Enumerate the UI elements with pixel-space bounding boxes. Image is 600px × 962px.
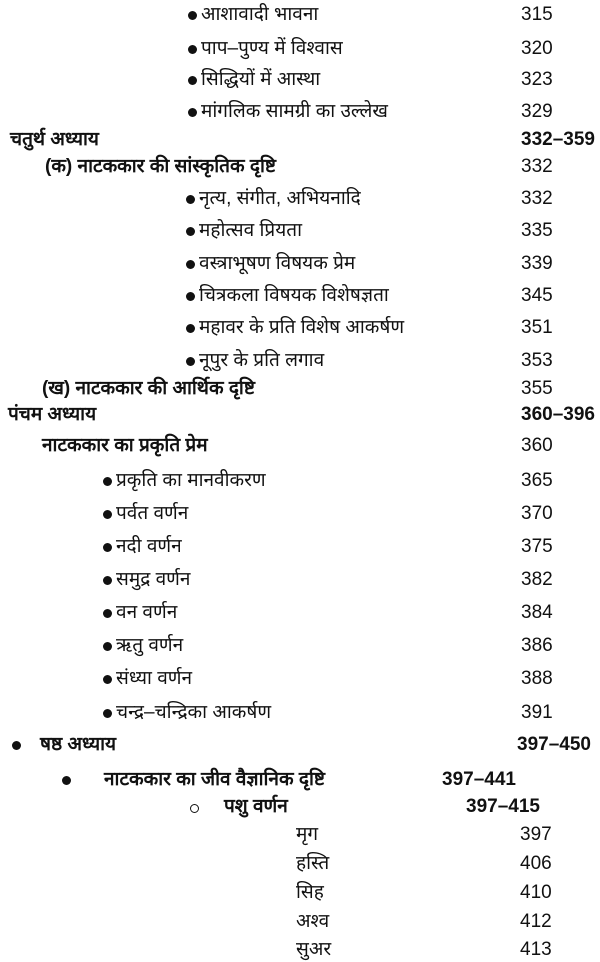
toc-entry-page: 345 <box>521 285 553 306</box>
bullet-icon <box>103 675 112 684</box>
bullet-icon <box>188 76 197 85</box>
toc-entry-title: ऋतु वर्णन <box>116 635 184 656</box>
section-page-range: 397–441 <box>442 769 516 790</box>
bullet-icon <box>186 292 195 301</box>
section-heading: (क) नाटककार की सांस्कृतिक दृष्टि <box>45 156 276 177</box>
bullet-icon <box>188 11 197 20</box>
toc-entry-page: 410 <box>520 882 552 903</box>
bullet-icon <box>103 477 112 486</box>
toc-entry-title: वन वर्णन <box>116 602 178 623</box>
toc-entry-page: 391 <box>521 702 553 723</box>
section-heading: (ख) नाटककार की आर्थिक दृष्टि <box>42 378 255 399</box>
bullet-icon <box>103 609 112 618</box>
circle-bullet-icon <box>190 804 199 813</box>
toc-entry-title: अश्व <box>296 911 330 932</box>
toc-entry-title: समुद्र वर्णन <box>116 569 191 590</box>
toc-entry-page: 388 <box>521 668 553 689</box>
toc-entry-title: सुअर <box>296 939 332 960</box>
toc-entry-page: 406 <box>520 853 552 874</box>
bullet-icon <box>103 576 112 585</box>
toc-entry-page: 335 <box>521 220 553 241</box>
toc-entry-title: नूपुर के प्रति लगाव <box>199 350 325 371</box>
toc-entry-title: महावर के प्रति विशेष आकर्षण <box>199 317 405 338</box>
toc-entry-title: हस्ति <box>296 853 330 874</box>
toc-entry-page: 360 <box>521 435 553 456</box>
chapter-page-range: 360–396 <box>521 404 595 425</box>
toc-entry-page: 382 <box>521 569 553 590</box>
toc-entry-page: 351 <box>521 317 553 338</box>
toc-entry-page: 323 <box>521 69 553 90</box>
chapter-heading: पंचम अध्याय <box>8 404 97 425</box>
toc-entry-page: 412 <box>520 911 552 932</box>
toc-entry-page: 329 <box>521 101 553 122</box>
toc-entry-page: 353 <box>521 350 553 371</box>
bullet-icon <box>186 357 195 366</box>
bullet-icon <box>62 776 71 785</box>
bullet-icon <box>186 227 195 236</box>
toc-entry-page: 332 <box>521 188 553 209</box>
toc-entry-page: 397 <box>520 824 552 845</box>
toc-entry-title: महोत्सव प्रियता <box>199 220 302 241</box>
chapter-page-range: 332–359 <box>521 129 595 150</box>
toc-entry-title: मृग <box>296 824 319 845</box>
bullet-icon <box>188 108 197 117</box>
bullet-icon <box>12 741 21 750</box>
toc-entry-page: 386 <box>521 635 553 656</box>
subsection-page-range: 397–415 <box>466 796 540 817</box>
bullet-icon <box>103 709 112 718</box>
chapter-heading: षष्ठ अध्याय <box>40 734 117 755</box>
toc-entry-page: 315 <box>521 4 553 25</box>
chapter-heading: चतुर्थ अध्याय <box>10 129 99 150</box>
toc-entry-page: 370 <box>521 503 553 524</box>
chapter-page-range: 397–450 <box>517 734 591 755</box>
toc-entry-title: पर्वत वर्णन <box>116 503 189 524</box>
toc-entry-page: 339 <box>521 253 553 274</box>
bullet-icon <box>103 510 112 519</box>
toc-entry-page: 320 <box>521 38 553 59</box>
toc-entry-page: 384 <box>521 602 553 623</box>
bullet-icon <box>103 543 112 552</box>
bullet-icon <box>103 642 112 651</box>
toc-entry-title: आशावादी भावना <box>201 4 319 25</box>
toc-entry-page: 413 <box>520 939 552 960</box>
toc-entry-title: पाप–पुण्य में विश्वास <box>201 38 343 59</box>
toc-entry-page: 355 <box>521 378 553 399</box>
toc-entry-title: सिद्धियों में आस्था <box>201 69 321 90</box>
bullet-icon <box>186 195 195 204</box>
bullet-icon <box>188 45 197 54</box>
toc-entry-page: 332 <box>521 156 553 177</box>
toc-entry-title: वस्त्राभूषण विषयक प्रेम <box>199 253 356 274</box>
toc-entry-title: नदी वर्णन <box>116 536 182 557</box>
section-heading: नाटककार का प्रकृति प्रेम <box>42 435 208 456</box>
toc-entry-title: सिह <box>296 882 324 903</box>
toc-entry-title: मांगलिक सामग्री का उल्लेख <box>201 101 388 122</box>
toc-entry-title: नृत्य, संगीत, अभियनादि <box>199 188 361 209</box>
toc-entry-page: 375 <box>521 536 553 557</box>
section-heading: नाटककार का जीव वैज्ञानिक दृष्टि <box>104 769 325 790</box>
toc-entry-title: चन्द्र–चन्द्रिका आकर्षण <box>116 702 272 723</box>
toc-entry-title: संध्या वर्णन <box>116 668 193 689</box>
toc-entry-title: चित्रकला विषयक विशेषज्ञता <box>199 285 389 306</box>
subsection-heading: पशु वर्णन <box>224 796 288 817</box>
bullet-icon <box>186 324 195 333</box>
toc-entry-title: प्रकृति का मानवीकरण <box>116 470 266 491</box>
toc-entry-page: 365 <box>521 470 553 491</box>
bullet-icon <box>186 260 195 269</box>
